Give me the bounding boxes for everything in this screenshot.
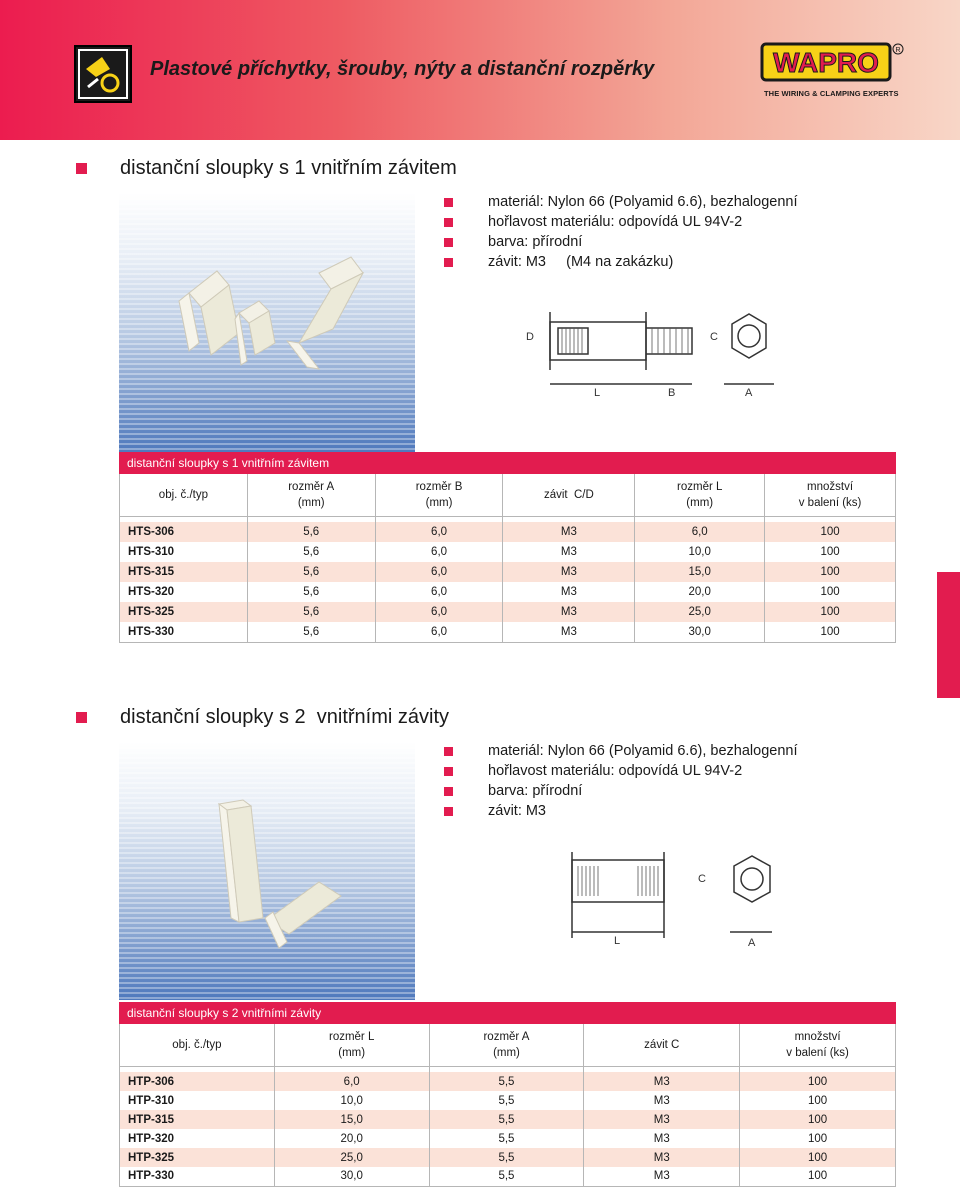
part-number-cell: HTP-330 [120,1167,275,1186]
section-2-title-text: distanční sloupky s 2 vnitřními závity [120,706,450,728]
part-number-cell: HTS-325 [120,602,248,622]
table-cell: 6,0 [635,522,765,542]
table-cell: 5,6 [247,602,375,622]
section-1-title-text: distanční sloupky s 1 vnitřním závitem [120,157,457,179]
category-logo-icon [74,45,132,103]
table-cell: 15,0 [274,1110,429,1129]
table-cell: M3 [503,522,635,542]
table-cell: 5,6 [247,542,375,562]
table-cell: M3 [584,1167,740,1186]
table-cell: M3 [503,602,635,622]
spec-flammability: hořlavost materiálu: odpovídá UL 94V-2 [444,212,797,232]
svg-text:A: A [745,387,753,399]
table-cell: 6,0 [375,522,503,542]
standoff-3 [287,257,363,369]
svg-text:R: R [895,47,901,54]
page-header [0,0,960,140]
spec-color: barva: přírodní [444,232,797,252]
standoff-2 [235,301,275,365]
table-cell: 6,0 [375,622,503,642]
table-cell: 30,0 [274,1167,429,1186]
product-photo-2 [119,742,415,1000]
table-row [120,1148,896,1167]
table-cell: 10,0 [635,542,765,562]
table-cell: 5,6 [247,522,375,542]
svg-text:L: L [594,387,601,399]
section-2-title [76,706,449,729]
part-number-cell: HTS-310 [120,542,248,562]
table-1-caption: distanční sloupky s 1 vnitřním závitem [119,452,896,474]
svg-text:C: C [710,331,718,343]
table-cell: 30,0 [635,622,765,642]
svg-text:B: B [668,387,676,399]
standoff-4 [219,800,263,922]
table-cell: 6,0 [375,562,503,582]
table-cell: 5,5 [429,1072,584,1091]
spec-thread: závit: M3 (M4 na zakázku) [444,252,797,272]
table-2-header-row [120,1024,896,1066]
part-number-cell: HTP-325 [120,1148,275,1167]
spec-color: barva: přírodní [444,781,797,801]
table-cell: 10,0 [274,1091,429,1110]
brand-text: WAPRO [773,47,879,78]
page-title: Plastové příchytky, šrouby, nýty a distanční rozpěrky [150,58,655,80]
spec-material: materiál: Nylon 66 (Polyamid 6.6), bezhalogenní [444,192,797,212]
section-1-specs [444,192,797,272]
bullet-square-icon [76,163,87,174]
section-2-specs [444,741,797,821]
table-cell: 5,6 [247,582,375,602]
table-1-header-row [120,474,896,516]
brand-tagline: THE WIRING & CLAMPING EXPERTS [764,89,899,98]
table-row [120,1091,896,1110]
table-cell: 20,0 [274,1129,429,1148]
col-header: závit C/D [503,474,635,516]
table-row [120,1110,896,1129]
dimension-drawing-2 [562,848,782,952]
table-cell: M3 [503,562,635,582]
table-cell: 15,0 [635,562,765,582]
bullet-square-icon [76,712,87,723]
table-cell: 5,6 [247,562,375,582]
col-header: obj. č./typ [120,474,248,516]
table-cell: 100 [765,522,896,542]
table-cell: 5,5 [429,1091,584,1110]
part-number-cell: HTS-330 [120,622,248,642]
col-header: obj. č./typ [120,1024,275,1066]
table-row [120,1072,896,1091]
table-cell: M3 [584,1129,740,1148]
table-cell: M3 [503,542,635,562]
part-number-cell: HTS-306 [120,522,248,542]
table-2 [119,1002,896,1187]
table-cell: 5,5 [429,1110,584,1129]
table-cell: 25,0 [274,1148,429,1167]
table-row [120,622,896,642]
table-cell: 100 [740,1129,896,1148]
col-header: rozměr A (mm) [429,1024,584,1066]
table-row [120,1129,896,1148]
svg-text:D: D [526,331,534,343]
table-row [120,1167,896,1186]
table-cell: M3 [584,1072,740,1091]
part-number-cell: HTP-315 [120,1110,275,1129]
table-cell: 5,5 [429,1167,584,1186]
table-cell: 100 [765,582,896,602]
table-cell: M3 [503,582,635,602]
part-number-cell: HTP-306 [120,1072,275,1091]
part-number-cell: HTS-315 [120,562,248,582]
table-2-caption: distanční sloupky s 2 vnitřními závity [119,1002,896,1024]
side-tab-marker [937,572,960,698]
section-1-title [76,157,457,180]
col-header: rozměr A (mm) [247,474,375,516]
col-header: rozměr B (mm) [375,474,503,516]
spec-material: materiál: Nylon 66 (Polyamid 6.6), bezhalogenní [444,741,797,761]
table-cell: 100 [740,1148,896,1167]
table-cell: M3 [584,1110,740,1129]
table-row [120,602,896,622]
table-cell: 5,6 [247,622,375,642]
table-cell: 20,0 [635,582,765,602]
table-row [120,562,896,582]
part-number-cell: HTP-310 [120,1091,275,1110]
table-cell: 5,5 [429,1148,584,1167]
table-row [120,582,896,602]
table-cell: 100 [740,1072,896,1091]
svg-text:L: L [614,935,621,947]
dimension-drawing-1 [512,300,782,400]
svg-text:C: C [698,873,706,885]
table-cell: 100 [765,542,896,562]
col-header: rozměr L (mm) [635,474,765,516]
part-number-cell: HTS-320 [120,582,248,602]
spec-thread: závit: M3 [444,801,797,821]
product-photo-1 [119,193,415,452]
table-cell: 100 [740,1110,896,1129]
col-header: rozměr L (mm) [274,1024,429,1066]
table-cell: 25,0 [635,602,765,622]
part-number-cell: HTP-320 [120,1129,275,1148]
table-cell: 6,0 [375,582,503,602]
spec-flammability: hořlavost materiálu: odpovídá UL 94V-2 [444,761,797,781]
table-1 [119,452,896,643]
col-header: množství v balení (ks) [740,1024,896,1066]
table-cell: M3 [584,1148,740,1167]
table-cell: 100 [740,1091,896,1110]
table-cell: 100 [765,602,896,622]
standoff-1 [179,271,239,355]
table-cell: 100 [740,1167,896,1186]
table-cell: 100 [765,562,896,582]
table-cell: 5,5 [429,1129,584,1148]
table-cell: 6,0 [375,602,503,622]
table-cell: M3 [584,1091,740,1110]
table-row [120,542,896,562]
table-cell: 100 [765,622,896,642]
svg-text:A: A [748,937,756,949]
table-cell: M3 [503,622,635,642]
standoff-5 [265,882,341,948]
table-cell: 6,0 [375,542,503,562]
table-row [120,522,896,542]
col-header: množství v balení (ks) [765,474,896,516]
col-header: závit C [584,1024,740,1066]
table-cell: 6,0 [274,1072,429,1091]
